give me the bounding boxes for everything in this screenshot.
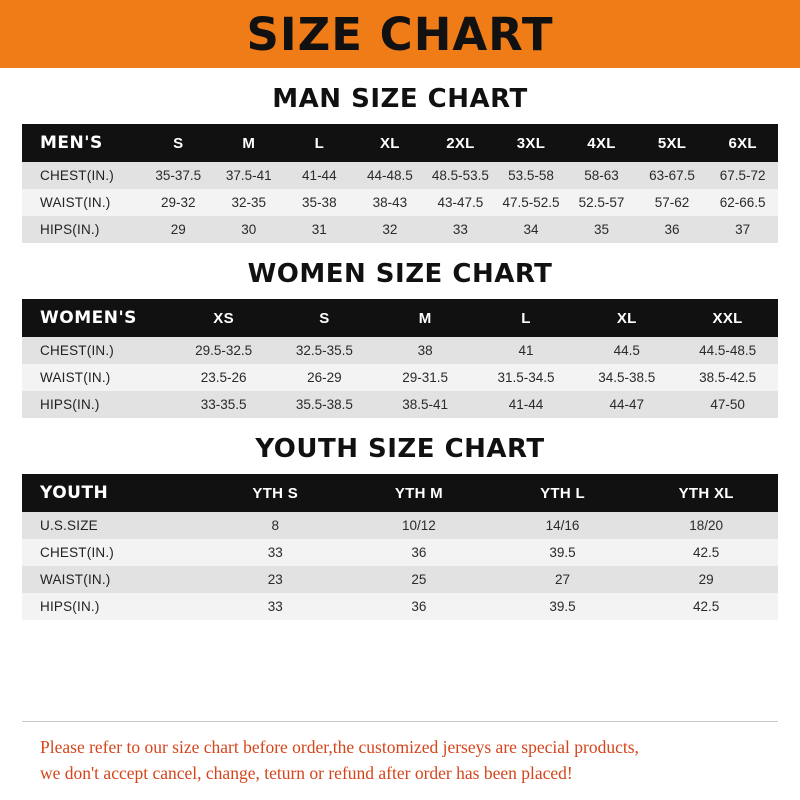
women-waist-5: 38.5-42.5 [677, 364, 778, 391]
chart-content [0, 68, 800, 800]
youth-col-1: YTH M [347, 474, 491, 512]
table-row [22, 216, 778, 243]
women-table-body [22, 337, 778, 418]
women-row-header-label: WOMEN'S [22, 299, 173, 337]
men-waist-4: 43-47.5 [425, 189, 496, 216]
table-row [22, 364, 778, 391]
youth-ussize-1: 10/12 [347, 512, 491, 539]
women-col-4: XL [576, 299, 677, 337]
men-hips-2: 31 [284, 216, 355, 243]
women-waist-1: 26-29 [274, 364, 375, 391]
men-table-header [22, 124, 778, 162]
header-banner [0, 0, 800, 68]
men-waist-1: 32-35 [214, 189, 285, 216]
women-size-table [22, 299, 778, 418]
men-chest-5: 53.5-58 [496, 162, 567, 189]
men-waist-6: 52.5-57 [566, 189, 637, 216]
women-hips-3: 41-44 [476, 391, 577, 418]
men-col-2: L [284, 124, 355, 162]
women-col-2: M [375, 299, 476, 337]
women-waist-4: 34.5-38.5 [576, 364, 677, 391]
women-chest-2: 38 [375, 337, 476, 364]
table-row [22, 391, 778, 418]
youth-row-header-label: YOUTH [22, 474, 203, 512]
youth-row-label-ussize: U.S.SIZE [22, 512, 203, 539]
women-hips-0: 33-35.5 [173, 391, 274, 418]
table-row [22, 337, 778, 364]
youth-row-label-hips: HIPS(IN.) [22, 593, 203, 620]
youth-row-label-chest: CHEST(IN.) [22, 539, 203, 566]
women-chest-3: 41 [476, 337, 577, 364]
women-waist-2: 29-31.5 [375, 364, 476, 391]
men-col-6: 4XL [566, 124, 637, 162]
men-chest-2: 41-44 [284, 162, 355, 189]
women-col-5: XXL [677, 299, 778, 337]
women-row-label-chest: CHEST(IN.) [22, 337, 173, 364]
youth-waist-1: 25 [347, 566, 491, 593]
men-chest-0: 35-37.5 [143, 162, 214, 189]
women-hips-1: 35.5-38.5 [274, 391, 375, 418]
women-row-label-hips: HIPS(IN.) [22, 391, 173, 418]
men-hips-5: 34 [496, 216, 567, 243]
women-col-1: S [274, 299, 375, 337]
men-hips-1: 30 [214, 216, 285, 243]
men-hips-4: 33 [425, 216, 496, 243]
men-waist-0: 29-32 [143, 189, 214, 216]
men-row-label-waist: WAIST(IN.) [22, 189, 143, 216]
men-chest-8: 67.5-72 [707, 162, 778, 189]
women-waist-0: 23.5-26 [173, 364, 274, 391]
youth-col-3: YTH XL [634, 474, 778, 512]
men-chest-3: 44-48.5 [355, 162, 426, 189]
women-hips-4: 44-47 [576, 391, 677, 418]
table-row [22, 189, 778, 216]
youth-ussize-2: 14/16 [491, 512, 635, 539]
youth-chest-0: 33 [203, 539, 347, 566]
men-col-0: S [143, 124, 214, 162]
section-title-women: WOMEN SIZE CHART [247, 259, 553, 289]
men-waist-3: 38-43 [355, 189, 426, 216]
men-row-label-chest: CHEST(IN.) [22, 162, 143, 189]
women-col-0: XS [173, 299, 274, 337]
women-chest-1: 32.5-35.5 [274, 337, 375, 364]
men-hips-0: 29 [143, 216, 214, 243]
men-col-4: 2XL [425, 124, 496, 162]
policy-note [22, 721, 778, 800]
men-waist-2: 35-38 [284, 189, 355, 216]
men-hips-8: 37 [707, 216, 778, 243]
table-header-row [22, 124, 778, 162]
men-chest-6: 58-63 [566, 162, 637, 189]
women-col-3: L [476, 299, 577, 337]
table-row [22, 512, 778, 539]
women-waist-3: 31.5-34.5 [476, 364, 577, 391]
men-col-1: M [214, 124, 285, 162]
youth-ussize-3: 18/20 [634, 512, 778, 539]
youth-table-body [22, 512, 778, 620]
men-table-body [22, 162, 778, 243]
women-chest-4: 44.5 [576, 337, 677, 364]
men-chest-1: 37.5-41 [214, 162, 285, 189]
men-col-3: XL [355, 124, 426, 162]
page-title: SIZE CHART [246, 7, 554, 61]
men-hips-3: 32 [355, 216, 426, 243]
men-hips-6: 35 [566, 216, 637, 243]
table-header-row [22, 474, 778, 512]
table-row [22, 566, 778, 593]
women-hips-2: 38.5-41 [375, 391, 476, 418]
youth-waist-0: 23 [203, 566, 347, 593]
women-hips-5: 47-50 [677, 391, 778, 418]
youth-ussize-0: 8 [203, 512, 347, 539]
youth-waist-2: 27 [491, 566, 635, 593]
men-hips-7: 36 [637, 216, 708, 243]
youth-waist-3: 29 [634, 566, 778, 593]
youth-hips-2: 39.5 [491, 593, 635, 620]
table-header-row [22, 299, 778, 337]
table-row [22, 162, 778, 189]
women-chest-0: 29.5-32.5 [173, 337, 274, 364]
men-col-7: 5XL [637, 124, 708, 162]
men-col-8: 6XL [707, 124, 778, 162]
men-chest-4: 48.5-53.5 [425, 162, 496, 189]
table-row [22, 539, 778, 566]
men-chest-7: 63-67.5 [637, 162, 708, 189]
youth-table-header [22, 474, 778, 512]
youth-col-2: YTH L [491, 474, 635, 512]
youth-chest-3: 42.5 [634, 539, 778, 566]
section-title-youth: YOUTH SIZE CHART [255, 434, 545, 464]
men-size-table [22, 124, 778, 243]
youth-hips-3: 42.5 [634, 593, 778, 620]
women-row-label-waist: WAIST(IN.) [22, 364, 173, 391]
men-col-5: 3XL [496, 124, 567, 162]
youth-col-0: YTH S [203, 474, 347, 512]
women-chest-5: 44.5-48.5 [677, 337, 778, 364]
men-waist-8: 62-66.5 [707, 189, 778, 216]
table-row [22, 593, 778, 620]
youth-chest-1: 36 [347, 539, 491, 566]
youth-size-table [22, 474, 778, 620]
men-waist-7: 57-62 [637, 189, 708, 216]
policy-note-line-2: we don't accept cancel, change, teturn or refund after order has been placed! [40, 762, 573, 783]
youth-hips-1: 36 [347, 593, 491, 620]
men-row-header-label: MEN'S [22, 124, 143, 162]
men-row-label-hips: HIPS(IN.) [22, 216, 143, 243]
youth-row-label-waist: WAIST(IN.) [22, 566, 203, 593]
youth-hips-0: 33 [203, 593, 347, 620]
women-table-header [22, 299, 778, 337]
youth-chest-2: 39.5 [491, 539, 635, 566]
section-title-men: MAN SIZE CHART [272, 84, 528, 114]
policy-note-line-1: Please refer to our size chart before order,the customized jerseys are special products, [40, 736, 639, 757]
men-waist-5: 47.5-52.5 [496, 189, 567, 216]
